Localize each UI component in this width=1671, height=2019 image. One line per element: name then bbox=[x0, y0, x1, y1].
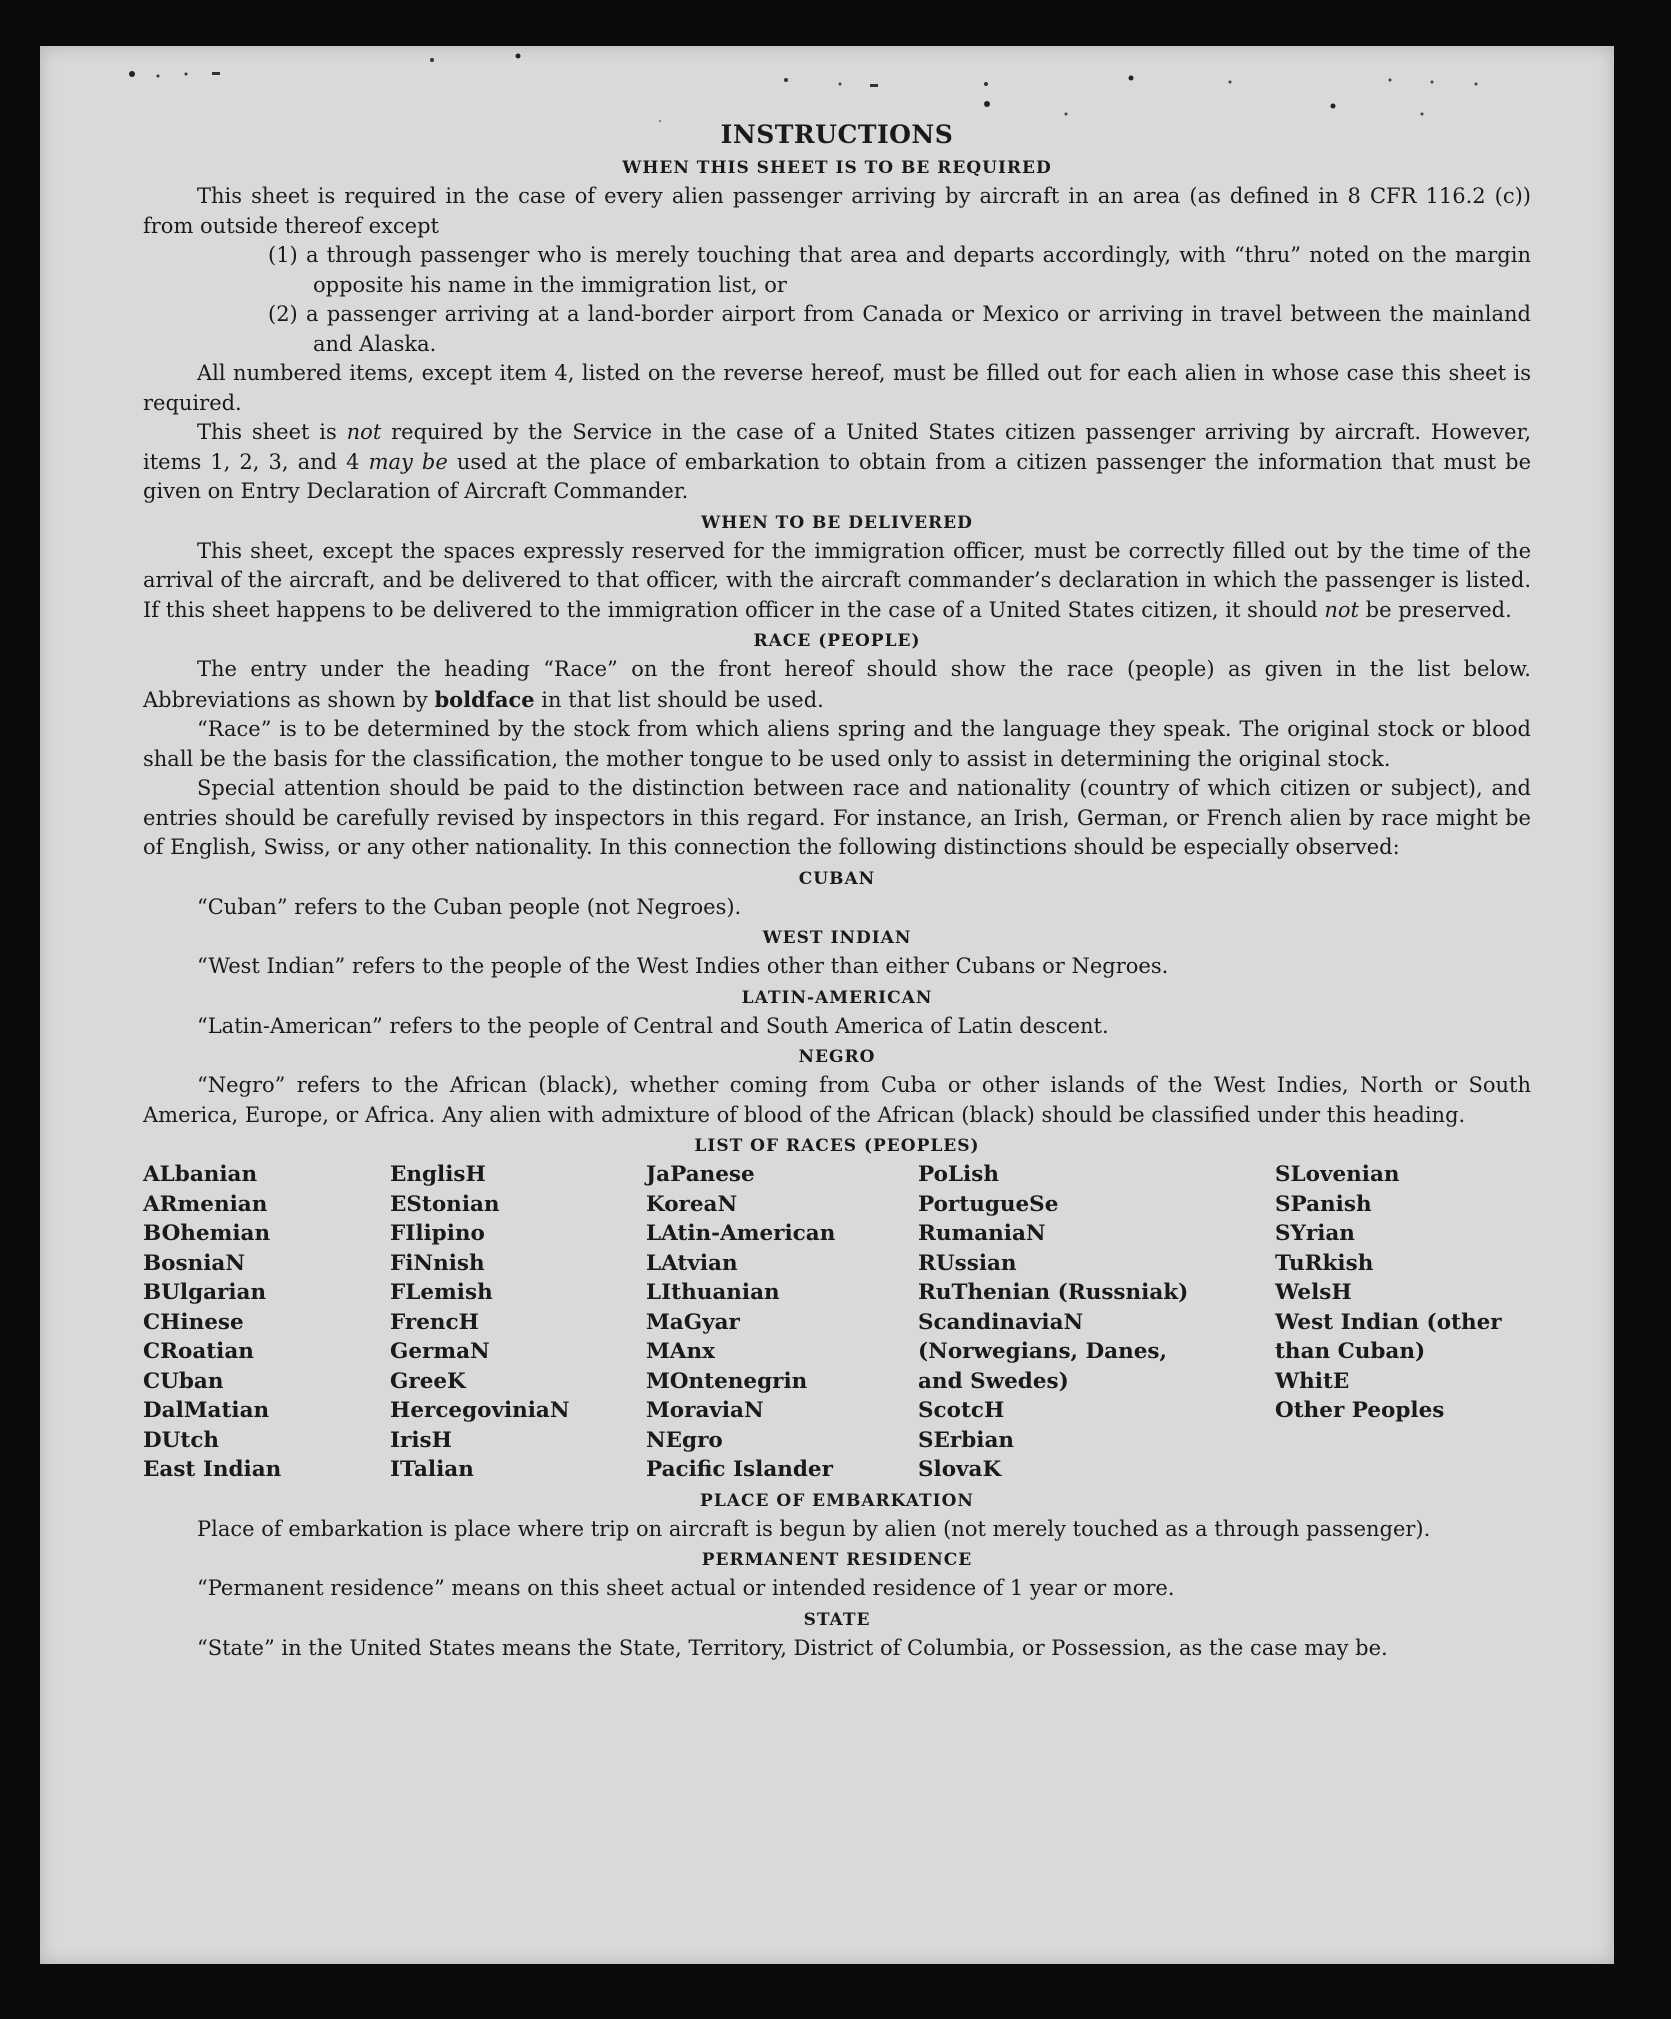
race-entry: FrencH bbox=[390, 1309, 479, 1335]
race-entry: FiNnish bbox=[390, 1250, 485, 1276]
races-column-3 bbox=[646, 1160, 918, 1485]
paragraph-numbered-items: All numbered items, except item 4, listed on the reverse hereof, must be filled out for each alien in whose case this sheet is required. bbox=[143, 361, 1531, 415]
paragraph-race-stock: “Race” is to be determined by the stock from which aliens spring and the language they speak. The original stock or blood shall be the basis for the classification, the mother tongue to be used only to assist in determining the original stock. bbox=[143, 717, 1531, 771]
paragraph-race-entry bbox=[143, 655, 1531, 715]
document-sheet bbox=[40, 46, 1614, 1964]
race-entry: WhitE bbox=[1275, 1368, 1350, 1394]
race-entry: SYrian bbox=[1275, 1221, 1355, 1246]
race-entry: MAnx bbox=[646, 1339, 715, 1364]
race-entry: BUlgarian bbox=[143, 1280, 267, 1305]
paragraph-cuban: “Cuban” refers to the Cuban people (not Negroes). bbox=[197, 894, 742, 919]
heading-when-required: WHEN THIS SHEET IS TO BE REQUIRED bbox=[622, 158, 1052, 178]
race-entry: WelsH bbox=[1275, 1280, 1352, 1305]
paragraph-residence: “Permanent residence” means on this sheet actual or intended residence of 1 year or more. bbox=[197, 1576, 1175, 1600]
race-entry: SLovenian bbox=[1275, 1162, 1400, 1187]
race-entry: ScandinaviaN (Norwegians, Danes, and Swedes) bbox=[918, 1309, 1167, 1394]
paragraph-state: “State” in the United States means the State, Territory, District of Columbia, or Possession, as the case may be. bbox=[197, 1635, 1388, 1660]
races-column-2 bbox=[390, 1160, 646, 1485]
race-entry: ALbanian bbox=[143, 1162, 258, 1187]
paragraph-negro: “Negro” refers to the African (black), whether coming from Cuba or other islands of the West Indies, North or South America, Europe, or Africa. Any alien with admixture of blood of the African (black) should be classified under this heading. bbox=[143, 1073, 1531, 1127]
paragraph-race-nationality: Special attention should be paid to the distinction between race and nationality (country of which citizen or subject), and entries should be carefully revised by inspectors in this regard. For instance, an Irish, German, or French alien by race might be of English, Swiss, or any other nationality. In this connection the following distinctions should be especially observed: bbox=[143, 776, 1531, 859]
race-entry: GreeK bbox=[390, 1368, 466, 1394]
list-item-2: (2) a passenger arriving at a land-border airport from Canada or Mexico or arriving in travel between the mainland and Alaska. bbox=[268, 302, 1531, 356]
text-segment: The entry under the heading “Race” on the front hereof should show the race (people) as given in the list below. Abbreviations as shown by bbox=[143, 657, 1531, 712]
emphasis-not: not bbox=[346, 420, 382, 444]
race-entry: FIlipino bbox=[390, 1221, 485, 1246]
race-entry: KoreaN bbox=[646, 1191, 738, 1217]
heading-negro: NEGRO bbox=[798, 1047, 876, 1067]
race-entry: DUtch bbox=[143, 1427, 220, 1453]
race-entry: West Indian (other than Cuban) bbox=[1275, 1309, 1502, 1364]
races-list bbox=[143, 1160, 1531, 1485]
race-entry: SlovaK bbox=[918, 1457, 1002, 1482]
race-entry: RuThenian (Russniak) bbox=[918, 1280, 1189, 1305]
race-entry: BosniaN bbox=[143, 1250, 245, 1276]
race-entry: BOhemian bbox=[143, 1221, 271, 1246]
emphasis-not: not bbox=[1324, 597, 1359, 622]
paragraph-embarkation: Place of embarkation is place where trip on aircraft is begun by alien (not merely touched as a through passenger). bbox=[197, 1516, 1431, 1541]
races-column-1 bbox=[143, 1160, 390, 1485]
race-entry: ITalian bbox=[390, 1457, 474, 1482]
race-entry: PortugueSe bbox=[918, 1191, 1059, 1217]
text-segment: be preserved. bbox=[1359, 597, 1512, 622]
race-entry: CRoatian bbox=[143, 1339, 254, 1364]
text-segment: in that list should be used. bbox=[534, 687, 824, 712]
race-entry: SPanish bbox=[1275, 1191, 1372, 1217]
race-entry: GermaN bbox=[390, 1339, 490, 1364]
races-column-4 bbox=[918, 1160, 1275, 1485]
heading-race: RACE (PEOPLE) bbox=[753, 631, 921, 651]
race-entry: NEgro bbox=[646, 1427, 723, 1453]
race-entry: HercegoviniaN bbox=[390, 1398, 570, 1423]
bold-boldface: boldface bbox=[434, 686, 535, 712]
race-entry: CHinese bbox=[143, 1309, 244, 1335]
list-item-1: (1) a through passenger who is merely touching that area and departs accordingly, with “thru” noted on the margin opposite his name in the immigration list, or bbox=[268, 243, 1531, 297]
text-segment: This sheet, except the spaces expressly reserved for the immigration officer, must be correctly filled out by the time of the arrival of the aircraft, and be delivered to that officer, with the aircraft commander’s declaration in which the passenger is listed. If this sheet happens to be delivered to the immigration officer in the case of a United States citizen, it should bbox=[143, 538, 1531, 622]
race-entry: IrisH bbox=[390, 1427, 452, 1453]
race-entry: MaGyar bbox=[646, 1309, 740, 1335]
race-entry: JaPanese bbox=[646, 1162, 755, 1187]
race-entry: East Indian bbox=[143, 1457, 282, 1482]
page-title: INSTRUCTIONS bbox=[720, 120, 954, 149]
heading-permanent-residence: PERMANENT RESIDENCE bbox=[701, 1550, 973, 1570]
heading-state: STATE bbox=[803, 1609, 871, 1630]
race-entry: TuRkish bbox=[1275, 1250, 1374, 1276]
race-entry: RumaniaN bbox=[918, 1221, 1046, 1246]
race-entry: Pacific Islander bbox=[646, 1457, 833, 1482]
race-entry: CUban bbox=[143, 1368, 224, 1394]
race-entry: MoraviaN bbox=[646, 1398, 764, 1423]
race-entry: PoLish bbox=[918, 1162, 999, 1187]
race-entry: DalMatian bbox=[143, 1398, 270, 1423]
race-entry: EStonian bbox=[390, 1191, 500, 1217]
race-entry: LIthuanian bbox=[646, 1280, 780, 1305]
race-entry: ScotcH bbox=[918, 1398, 1005, 1423]
paragraph-delivered bbox=[143, 537, 1531, 626]
race-entry: SErbian bbox=[918, 1427, 1015, 1453]
race-entry: RUssian bbox=[918, 1250, 1017, 1276]
race-entry: MOntenegrin bbox=[646, 1368, 808, 1394]
heading-when-delivered: WHEN TO BE DELIVERED bbox=[701, 512, 973, 533]
paragraph-west-indian: “West Indian” refers to the people of the West Indies other than either Cubans or Negroes. bbox=[197, 954, 1169, 978]
heading-cuban: CUBAN bbox=[798, 868, 876, 889]
race-entry: LAtin-American bbox=[646, 1221, 836, 1246]
text-segment: used at the place of embarkation to obtain from a citizen passenger the information that must be given on Entry Declaration of Aircraft Commander. bbox=[143, 449, 1531, 503]
instructions-body bbox=[143, 118, 1531, 1663]
emphasis-may-be: may be bbox=[368, 449, 448, 474]
text-segment: required by the Service in the case of a United States citizen passenger arriving by aircraft. However, items 1, 2, 3, and 4 bbox=[143, 420, 1532, 474]
race-entry: FLemish bbox=[390, 1280, 493, 1305]
heading-list-of-races: LIST OF RACES (PEOPLES) bbox=[694, 1136, 980, 1156]
text-segment: This sheet is bbox=[197, 420, 347, 444]
paragraph-required: This sheet is required in the case of every alien passenger arriving by aircraft in an area (as defined in 8 CFR 116.2 (c)) from outside thereof except bbox=[143, 184, 1531, 238]
paragraph-latin-american: “Latin-American” refers to the people of Central and South America of Latin descent. bbox=[197, 1013, 1109, 1038]
paragraph-citizen bbox=[143, 418, 1531, 507]
race-entry: LAtvian bbox=[646, 1250, 738, 1276]
heading-west-indian: WEST INDIAN bbox=[762, 928, 912, 948]
heading-place-of-embarkation: PLACE OF EMBARKATION bbox=[700, 1490, 974, 1511]
races-column-5 bbox=[1275, 1160, 1531, 1485]
heading-latin-american: LATIN-AMERICAN bbox=[741, 987, 933, 1008]
race-entry: ARmenian bbox=[143, 1191, 268, 1217]
race-entry: Other Peoples bbox=[1275, 1398, 1445, 1423]
race-entry: EnglisH bbox=[390, 1162, 486, 1187]
